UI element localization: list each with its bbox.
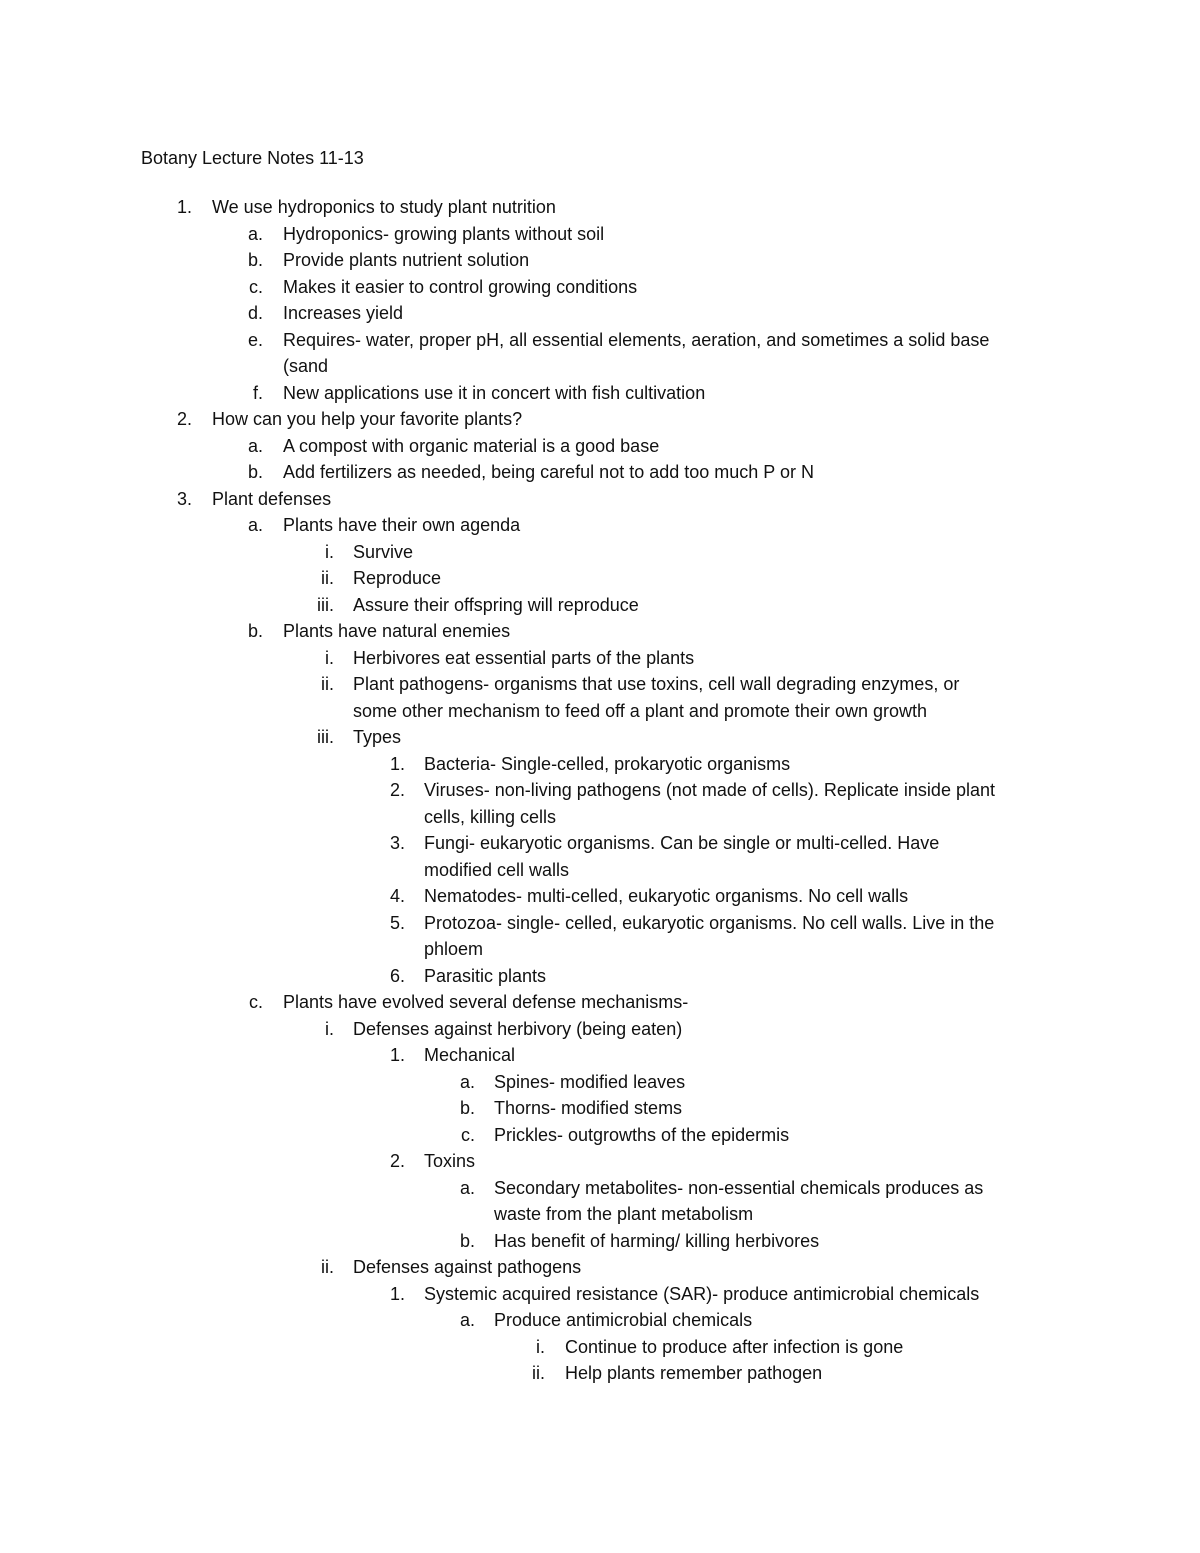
outline-text: (sand	[283, 356, 329, 376]
outline-item	[0, 512, 1200, 539]
outline-marker: a.	[247, 223, 263, 244]
outline-item	[0, 963, 1200, 990]
outline-item	[0, 221, 1200, 248]
outline-text: We use hydroponics to study plant nutrition	[212, 197, 556, 217]
outline-text: Plants have natural enemies	[283, 621, 511, 641]
outline-item	[0, 724, 1200, 751]
outline-marker: 4.	[389, 886, 405, 906]
outline-marker: ii.	[321, 674, 334, 694]
outline-marker: a.	[247, 435, 263, 456]
outline-marker: b.	[247, 250, 263, 270]
outline-marker: i.	[325, 541, 334, 562]
outline-item	[0, 1175, 1200, 1202]
outline-text: phloem	[424, 939, 484, 959]
outline-item	[0, 1334, 1200, 1361]
outline-marker: b.	[459, 1230, 475, 1251]
outline-marker: b.	[459, 1098, 475, 1118]
outline-item	[0, 830, 1200, 857]
outline-item	[0, 1228, 1200, 1255]
outline-text: Types	[353, 727, 402, 747]
outline-marker: a.	[459, 1071, 475, 1092]
outline-text: Viruses- non-living pathogens (not made of cells). Replicate inside plant	[424, 780, 995, 800]
outline-item	[0, 1095, 1200, 1122]
outline-item	[0, 1148, 1200, 1175]
outline-text: Plants have their own agenda	[283, 515, 521, 535]
outline-marker: iii.	[317, 727, 334, 747]
outline-item	[0, 989, 1200, 1016]
outline-item	[0, 883, 1200, 910]
outline-text: Assure their offspring will reproduce	[353, 594, 639, 615]
outline-item	[0, 592, 1200, 619]
outline-item	[0, 194, 1200, 221]
outline-marker: 6.	[389, 965, 405, 986]
outline-text: How can you help your favorite plants?	[212, 409, 523, 429]
outline-text: waste from the plant metabolism	[494, 1204, 754, 1224]
outline-marker: a.	[459, 1310, 475, 1330]
outline-text: Help plants remember pathogen	[565, 1363, 823, 1383]
outline-text: Requires- water, proper pH, all essential elements, aeration, and sometimes a solid base	[283, 329, 990, 350]
outline-item	[0, 645, 1200, 672]
outline-text: Systemic acquired resistance (SAR)- produce antimicrobial chemicals	[424, 1283, 980, 1304]
outline-marker: 5.	[389, 912, 405, 933]
outline-text: Nematodes- multi-celled, eukaryotic organisms. No cell walls	[424, 886, 909, 906]
outline-item	[0, 618, 1200, 645]
outline-marker: a.	[247, 515, 263, 535]
outline-text: Increases yield	[283, 303, 404, 323]
outline-item	[0, 936, 1200, 963]
outline-item	[0, 698, 1200, 725]
outline-text: Hydroponics- growing plants without soil	[283, 223, 605, 244]
outline-text: some other mechanism to feed off a plant and promote their own growth	[353, 700, 927, 721]
outline-item	[0, 539, 1200, 566]
outline-text: Reproduce	[353, 568, 442, 588]
outline-text: Bacteria- Single-celled, prokaryotic organisms	[424, 753, 791, 774]
outline-item	[0, 1254, 1200, 1281]
outline-text: A compost with organic material is a good base	[283, 435, 660, 456]
outline-item	[0, 459, 1200, 486]
outline-item	[0, 857, 1200, 884]
outline-text: Has benefit of harming/ killing herbivores	[494, 1230, 820, 1251]
outline-text: Plants have evolved several defense mechanisms-	[283, 992, 689, 1012]
outline-item	[0, 300, 1200, 327]
outline-text: Plant pathogens- organisms that use toxins, cell wall degrading enzymes, or	[353, 674, 960, 694]
outline-text: Protozoa- single- celled, eukaryotic organisms. No cell walls. Live in the	[424, 912, 995, 933]
outline-text: Mechanical	[424, 1045, 516, 1065]
outline-list	[0, 194, 1200, 1387]
outline-marker: iii.	[317, 594, 334, 615]
outline-text: Toxins	[424, 1151, 476, 1171]
outline-item	[0, 353, 1200, 380]
outline-marker: ii.	[321, 1257, 334, 1277]
outline-item	[0, 406, 1200, 433]
outline-marker: 2.	[389, 1151, 405, 1171]
outline-text: Prickles- outgrowths of the epidermis	[494, 1124, 790, 1145]
outline-marker: i.	[325, 1018, 334, 1039]
outline-marker: f.	[252, 382, 263, 403]
outline-item	[0, 1201, 1200, 1228]
outline-marker: i.	[325, 647, 334, 668]
outline-item	[0, 1281, 1200, 1308]
outline-text: Add fertilizers as needed, being careful not to add too much P or N	[283, 462, 814, 482]
outline-item	[0, 1069, 1200, 1096]
outline-text: Defenses against pathogens	[353, 1257, 582, 1277]
outline-marker: 3.	[176, 488, 192, 509]
outline-item	[0, 671, 1200, 698]
outline-item	[0, 1042, 1200, 1069]
outline-item	[0, 804, 1200, 831]
outline-text: Spines- modified leaves	[494, 1071, 686, 1092]
outline-item	[0, 910, 1200, 937]
outline-text: Parasitic plants	[424, 965, 547, 986]
outline-text: Plant defenses	[212, 488, 332, 509]
outline-marker: d.	[247, 303, 263, 323]
outline-item	[0, 380, 1200, 407]
outline-text: Thorns- modified stems	[494, 1098, 683, 1118]
outline-item	[0, 1016, 1200, 1043]
outline-item	[0, 247, 1200, 274]
outline-item	[0, 274, 1200, 301]
outline-text: Defenses against herbivory (being eaten)	[353, 1018, 683, 1039]
outline-item	[0, 1360, 1200, 1387]
outline-text: Secondary metabolites- non-essential chemicals produces as	[494, 1177, 984, 1198]
outline-text: Produce antimicrobial chemicals	[494, 1310, 753, 1330]
document-title: Botany Lecture Notes 11-13	[141, 148, 364, 168]
outline-item	[0, 433, 1200, 460]
outline-marker: a.	[459, 1177, 475, 1198]
outline-marker: 2.	[176, 409, 192, 429]
outline-text: Makes it easier to control growing conditions	[283, 276, 638, 297]
outline-item	[0, 751, 1200, 778]
outline-text: modified cell walls	[424, 859, 570, 880]
outline-text: Fungi- eukaryotic organisms. Can be single or multi-celled. Have	[424, 833, 940, 853]
outline-item	[0, 1307, 1200, 1334]
outline-marker: c.	[460, 1124, 475, 1145]
outline-marker: c.	[248, 276, 263, 297]
outline-marker: 2.	[389, 780, 405, 800]
outline-text: cells, killing cells	[424, 806, 557, 827]
outline-text: Herbivores eat essential parts of the plants	[353, 647, 695, 668]
outline-item	[0, 327, 1200, 354]
outline-marker: i.	[536, 1336, 545, 1357]
outline-marker: b.	[247, 462, 263, 482]
outline-marker: c.	[248, 992, 263, 1012]
outline-item	[0, 777, 1200, 804]
outline-marker: ii.	[532, 1363, 545, 1383]
outline-marker: 1.	[389, 1283, 405, 1304]
outline-marker: e.	[247, 329, 263, 350]
outline-text: Continue to produce after infection is gone	[565, 1336, 904, 1357]
outline-item	[0, 1122, 1200, 1149]
outline-marker: ii.	[321, 568, 334, 588]
outline-item	[0, 565, 1200, 592]
outline-marker: 1.	[389, 753, 405, 774]
outline-text: Provide plants nutrient solution	[283, 250, 530, 270]
outline-marker: 1.	[389, 1045, 405, 1065]
outline-text: Survive	[353, 541, 414, 562]
outline-marker: 3.	[389, 833, 405, 853]
outline-text: New applications use it in concert with fish cultivation	[283, 382, 706, 403]
outline-item	[0, 486, 1200, 513]
outline-marker: b.	[247, 621, 263, 641]
outline-marker: 1.	[176, 197, 192, 217]
